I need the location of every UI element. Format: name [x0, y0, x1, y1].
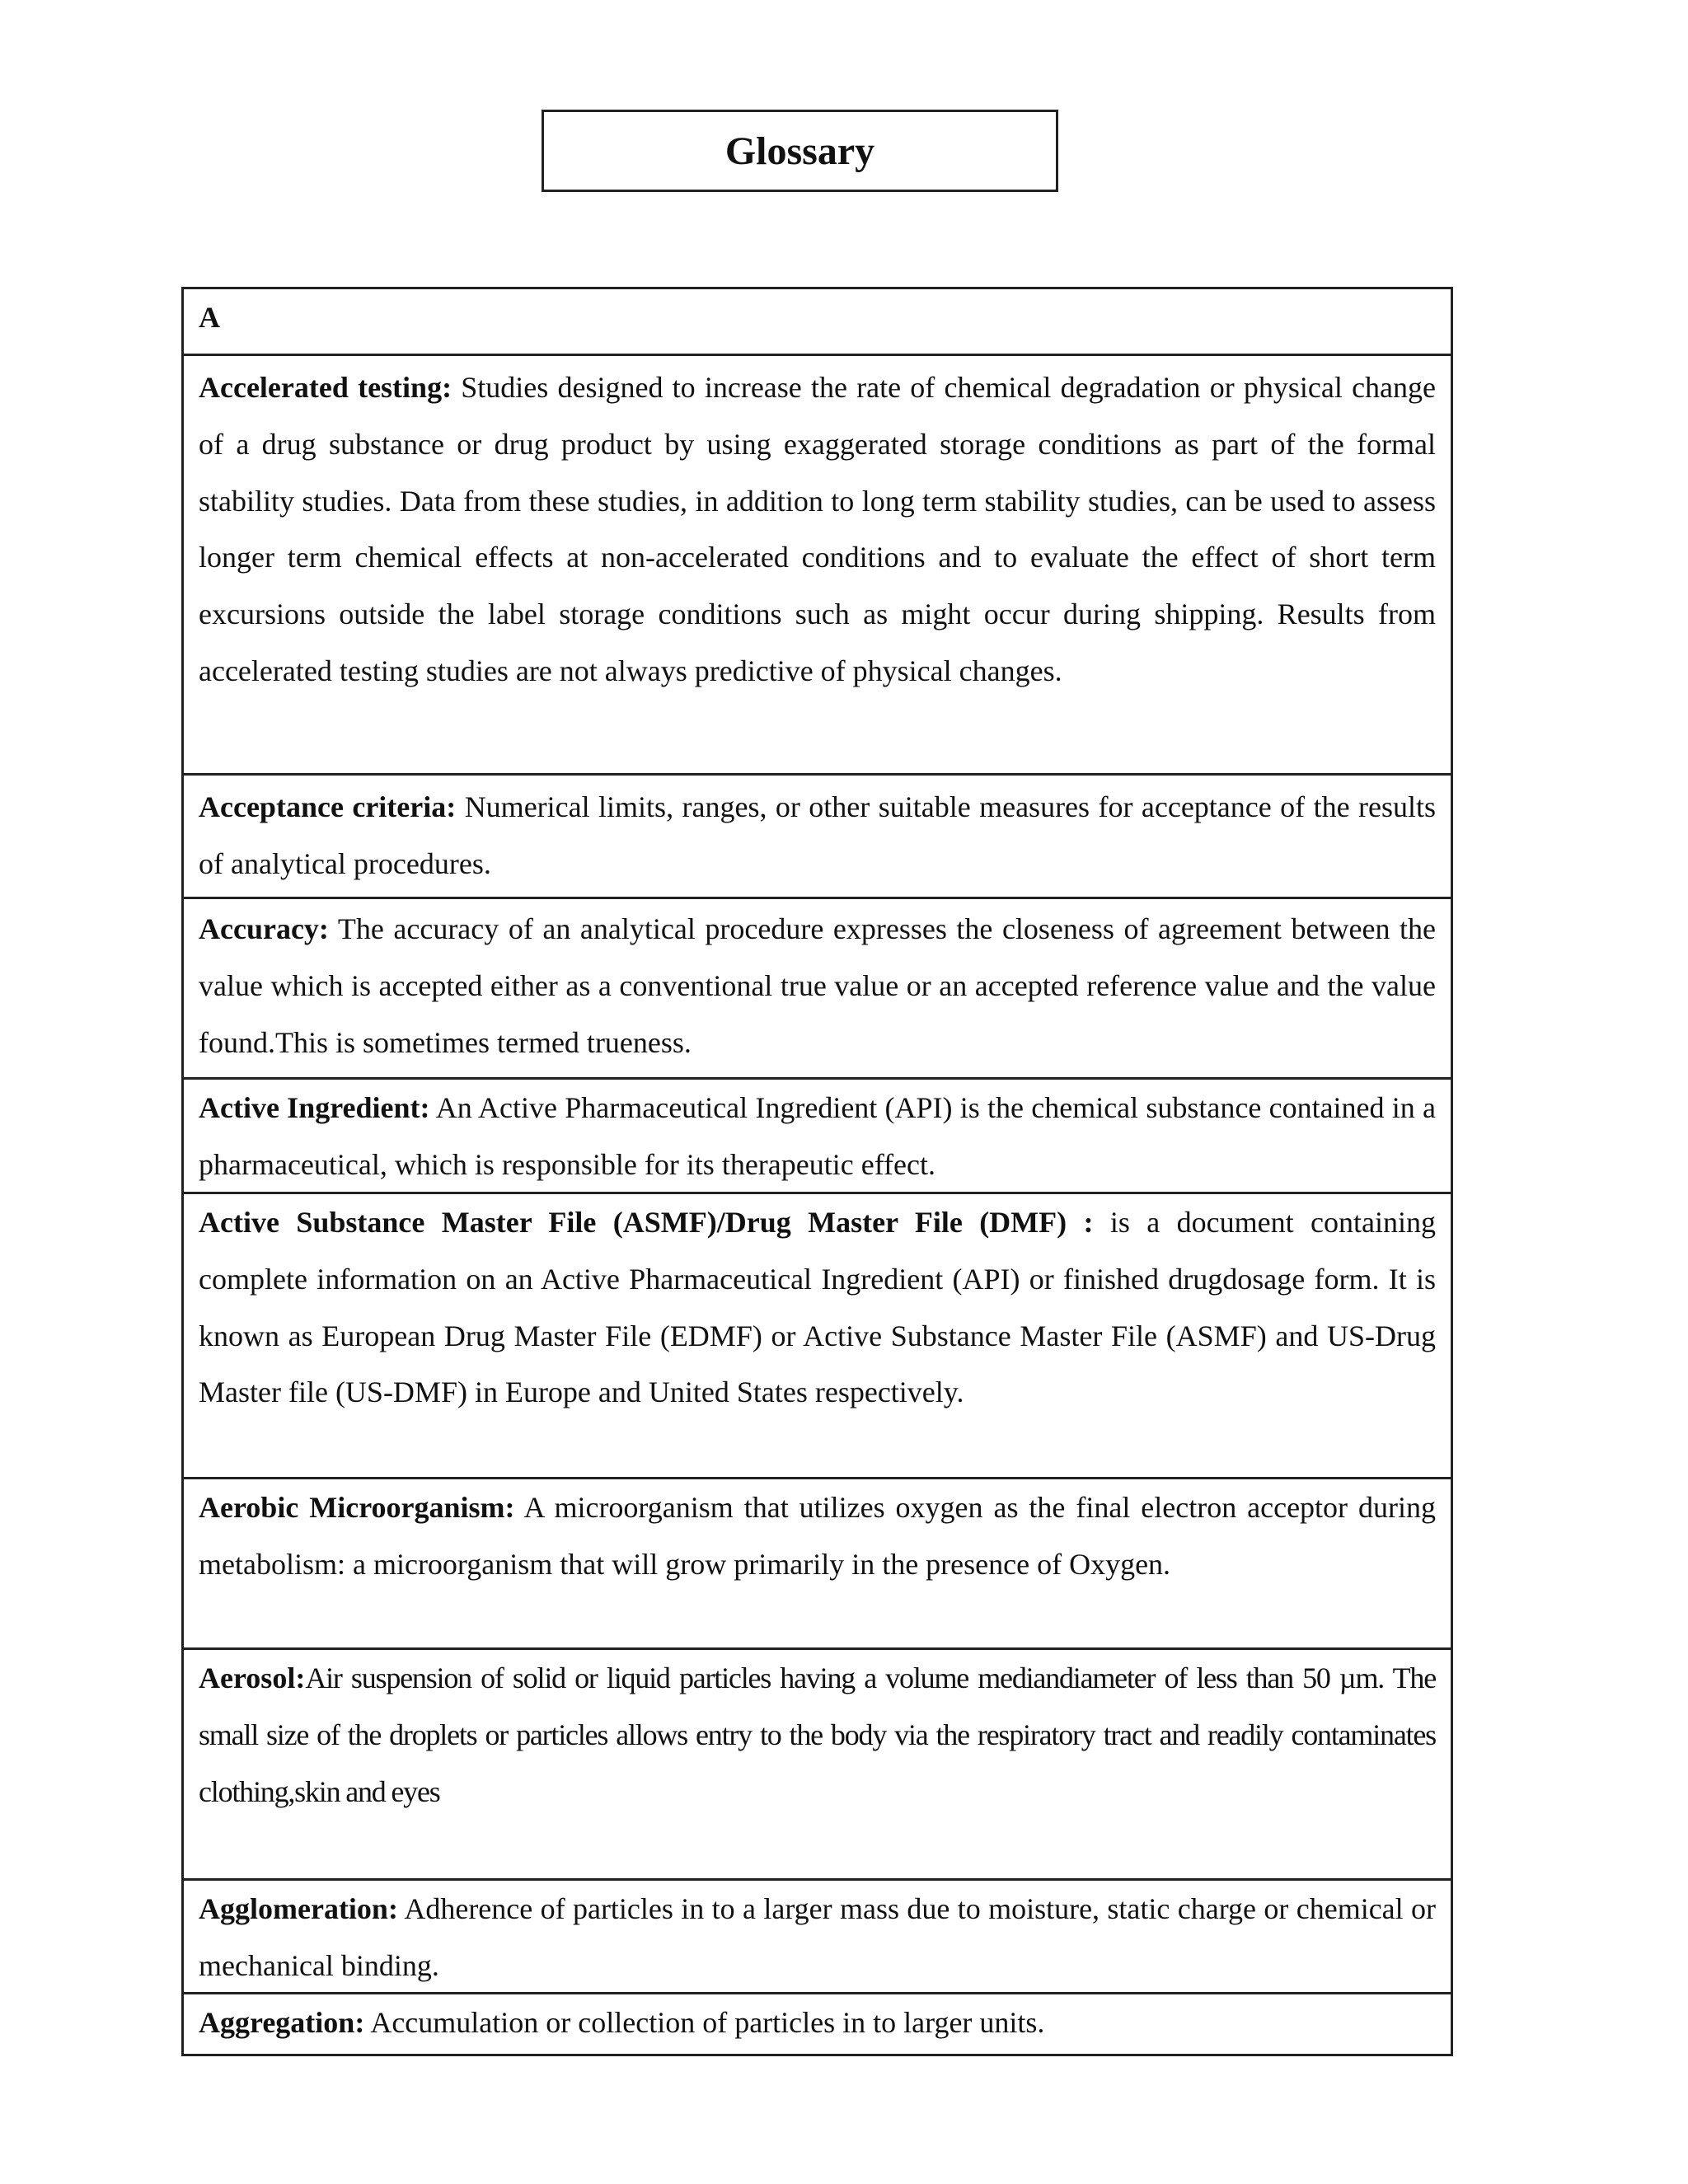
entry-term: Active Substance Master File (ASMF)/Drug Master File (DMF) :: [199, 1206, 1094, 1239]
section-letter: A: [199, 301, 220, 334]
entry-definition: An Active Pharmaceutical Ingredient (API) is the chemical substance contained in a pharmaceutical, which is responsible for its therapeutic effect.: [199, 1091, 1436, 1181]
glossary-entry: [184, 1080, 1451, 1194]
glossary-entry: [184, 899, 1451, 1080]
glossary-entry: [184, 1650, 1451, 1881]
entry-term: Acceptance criteria:: [199, 790, 457, 823]
entry-term: Aerobic Microorganism:: [199, 1491, 515, 1524]
entry-term: Accuracy:: [199, 912, 329, 945]
entry-term: Aerosol:: [199, 1661, 306, 1694]
glossary-entry: [184, 1479, 1451, 1650]
glossary-entry: [184, 356, 1451, 776]
entry-term: Agglomeration:: [199, 1892, 398, 1925]
entry-definition: Adherence of particles in to a larger mass due to moisture, static charge or chemical or mechanical binding.: [199, 1892, 1437, 1982]
entry-definition: Studies designed to increase the rate of chemical degradation or physical change of a drug substance or drug product by using exaggerated storage conditions as part of the formal stability studies. Data from these studies, in addition to long term stability studies, can be used to assess longer term chemical effects at non-accelerated conditions and to evaluate the effect of short term excursions outside the label storage conditions such as might occur during shipping. Results from accelerated testing studies are not always predictive of physical changes.: [199, 371, 1437, 687]
page-title: Glossary: [542, 110, 1058, 192]
entry-definition: Accumulation or collection of particles in to larger units.: [370, 2006, 1045, 2039]
glossary-entry: [184, 1194, 1451, 1479]
entry-term: Accelerated testing:: [199, 371, 452, 404]
entry-definition: Numerical limits, ranges, or other suitable measures for acceptance of the results of analytical procedures.: [199, 790, 1436, 880]
entry-term: Aggregation:: [199, 2006, 365, 2039]
glossary-table: [181, 287, 1453, 2056]
entry-term: Active Ingredient:: [199, 1091, 430, 1124]
entry-definition: The accuracy of an analytical procedure expresses the closeness of agreement between the value which is accepted either as a conventional true value or an accepted reference value and the value found.This is sometimes termed trueness.: [199, 912, 1436, 1059]
entry-definition: Air suspension of solid or liquid particles having a volume mediandiameter of less than 50 µm. The small size of the droplets or particles allows entry to the body via the respiratory tract and readily contaminates clothing,skin and eyes: [199, 1661, 1436, 1808]
section-letter-row: [184, 289, 1451, 356]
glossary-entry: [184, 1881, 1451, 1994]
entry-definition: A microorganism that utilizes oxygen as the final electron acceptor during metabolism: a microorganism that will grow primarily in the presence of Oxygen.: [199, 1491, 1436, 1581]
glossary-entry: [184, 1994, 1451, 2054]
glossary-entry: [184, 776, 1451, 899]
entry-definition: is a document containing complete information on an Active Pharmaceutical Ingredient (API) or finished drugdosage form. It is known as European Drug Master File (EDMF) or Active Substance Master File (ASMF) and US-Drug Master file (US-DMF) in Europe and United States respectively.: [199, 1206, 1436, 1409]
